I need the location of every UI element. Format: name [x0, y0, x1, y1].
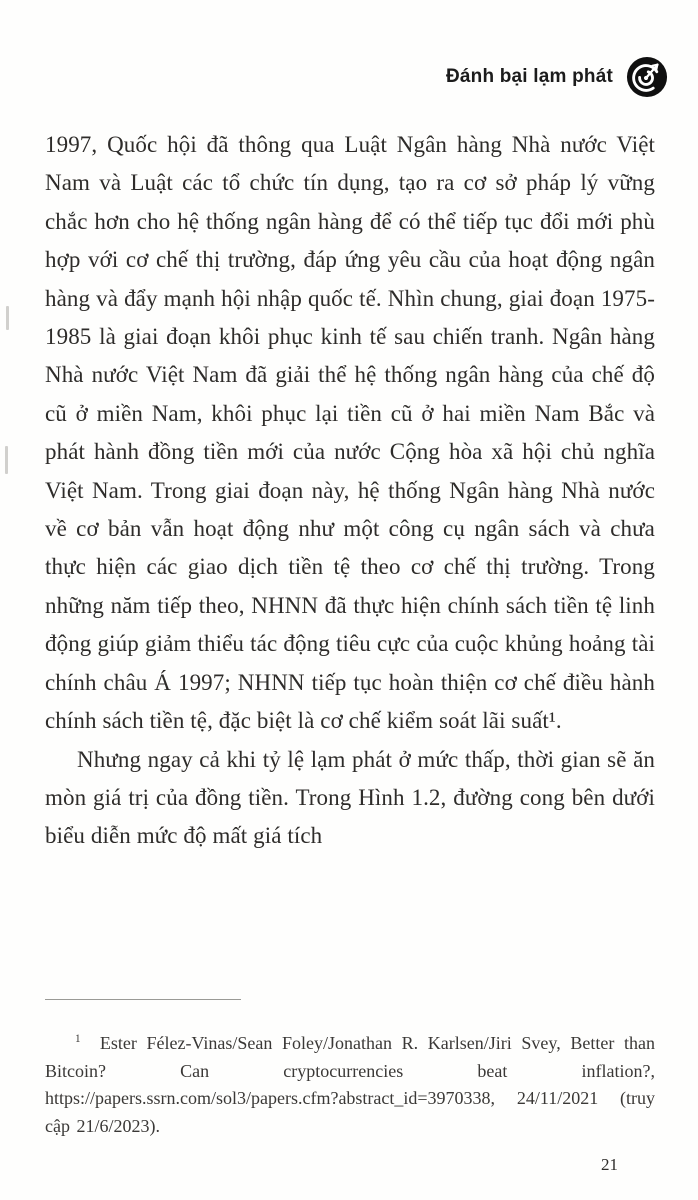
dartboard-target-icon [626, 56, 668, 98]
footnote [45, 1030, 655, 1140]
footnote-text: Ester Félez-Vinas/Sean Foley/Jonathan R. Karlsen/Jiri Svey, Better than Bitcoin? Can cryptocurrencies beat inflation?, https://papers.ssrn.com/sol3/papers.cfm?abstract_id=3970338, 24/11/2021 (truy cập 21/6/2023). [45, 1033, 656, 1136]
page-header [446, 56, 668, 98]
page-number: 21 [601, 1155, 618, 1174]
body-text [45, 126, 655, 856]
footnote-marker: 1 [75, 1033, 81, 1045]
paragraph: 1997, Quốc hội đã thông qua Luật Ngân hàng Nhà nước Việt Nam và Luật các tổ chức tín dụng, tạo ra cơ sở pháp lý vững chắc hơn cho hệ thống ngân hàng để có thể tiếp tục đổi mới phù hợp với cơ chế thị trường, đáp ứng yêu cầu của hoạt động ngân hàng và đẩy mạnh hội nhập quốc tế. Nhìn chung, giai đoạn 1975-1985 là giai đoạn khôi phục kinh tế sau chiến tranh. Ngân hàng Nhà nước Việt Nam đã giải thể hệ thống ngân hàng của chế độ cũ ở miền Nam, khôi phục lại tiền cũ ở hai miền Nam Bắc và phát hành đồng tiền mới của nước Cộng hòa xã hội chủ nghĩa Việt Nam. Trong giai đoạn này, hệ thống Ngân hàng Nhà nước về cơ bản vẫn hoạt động như một công cụ ngân sách và chưa thực hiện các giao dịch tiền tệ theo cơ chế thị trường. Trong những năm tiếp theo, NHNN đã thực hiện chính sách tiền tệ linh động giúp giảm thiểu tác động tiêu cực của cuộc khủng hoảng tài chính châu Á 1997; NHNN tiếp tục hoàn thiện cơ chế điều hành chính sách tiền tệ, đặc biệt là cơ chế kiểm soát lãi suất¹. [45, 132, 655, 734]
scan-artifact [5, 446, 8, 474]
footnote-divider [45, 999, 241, 1000]
paragraph: Nhưng ngay cả khi tỷ lệ lạm phát ở mức thấp, thời gian sẽ ăn mòn giá trị của đồng tiền. Trong Hình 1.2, đường cong bên dưới biểu diễn mức độ mất giá tích [45, 746, 655, 849]
running-head-title: Đánh bại lạm phát [445, 66, 613, 87]
scan-artifact [6, 306, 9, 330]
